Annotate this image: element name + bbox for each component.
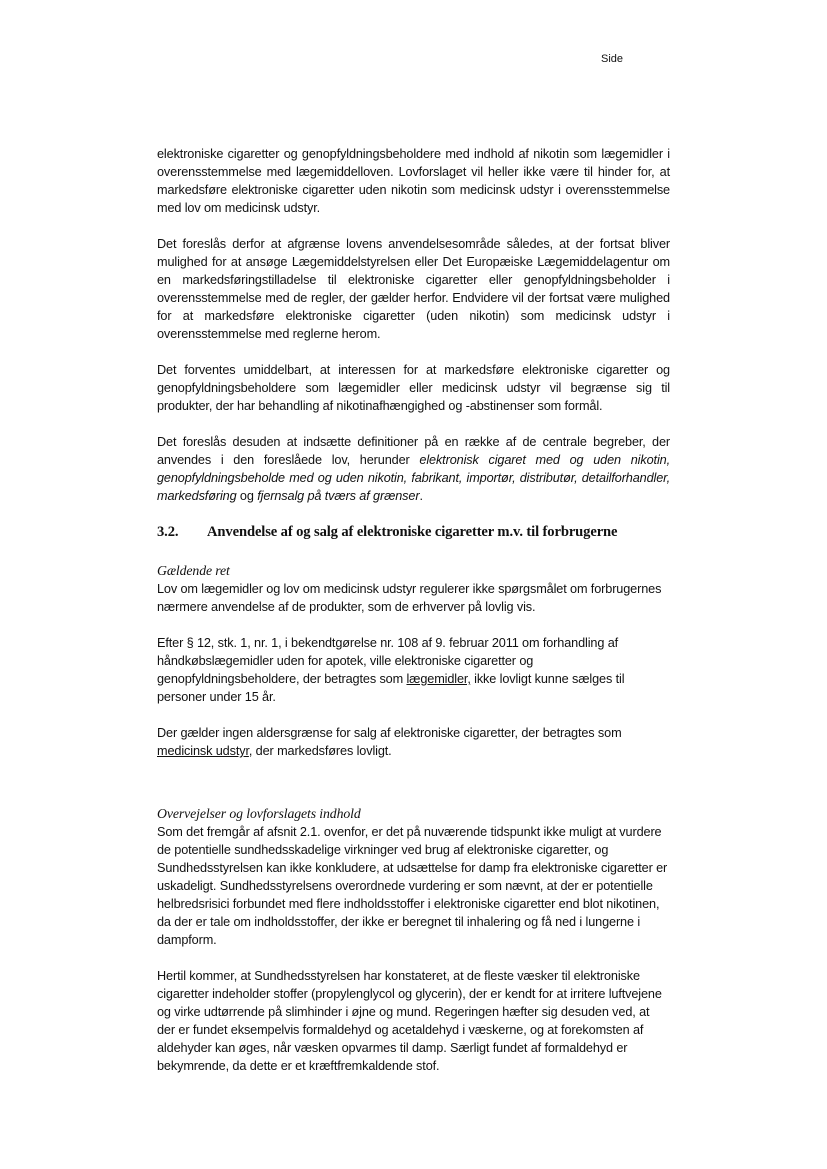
paragraph: Hertil kommer, at Sundhedsstyrelsen har konstateret, at de fleste væsker til elektroniske cigaretter indeholder stoffer (propylenglycol og glycerin), der er kendt for at irritere luftvejene og virke udtørrende på slimhinder i øjne og mund. Regeringen hæfter sig desuden ved, at der er fundet eksempelvis formaldehyd og acetaldehyd i væskerne, og at forekomsten af aldehyder kan øges, når væsken opvarmes til damp. Særligt fundet af formaldehyd er bekymrende, da dette er et kræftfremkaldende stof. xyxy=(157,969,662,1073)
underlined-term: lægemidler, xyxy=(406,672,471,686)
text-run: Efter § 12, stk. 1, nr. 1, i bekendtgørelse nr. 108 af 9. februar 2011 om forhandling af håndkøbslægemidler uden for apotek, ville elektroniske cigaretter og genopfyldningsbeholdere, der betragtes som xyxy=(157,636,619,686)
text-run: ikke lovligt kunne sælges til personer under 15 år. xyxy=(157,672,625,704)
italic-terms: fjernsalg på tværs af grænser xyxy=(257,489,420,503)
document-body xyxy=(157,145,670,1075)
paragraph xyxy=(157,724,670,760)
text-run: , der markedsføres lovligt. xyxy=(248,744,392,758)
text-run: . xyxy=(419,489,423,503)
paragraph: elektroniske cigaretter og genopfyldningsbeholdere med indhold af nikotin som lægemidler i overensstemmelse med lægemiddelloven. Lovforslaget vil heller ikke være til hinder for, at markedsføre elektroniske cigaretter uden nikotin som medicinsk udstyr i overensstemmelse med lov om medicinsk udstyr. xyxy=(157,147,670,215)
text-run: Der gælder ingen aldersgrænse for salg af elektroniske cigaretter, der betragtes som xyxy=(157,726,622,740)
text-run: Det foreslås desuden at indsætte definitioner på en række af de centrale begreber, der anvendes i den foreslåede lov, herunder xyxy=(157,435,670,467)
italic-terms: elektronisk cigaret med og uden nikotin, genopfyldningsbeholde med og uden nikotin, fabrikant, importør, distributør, detailforhandler, markedsføring xyxy=(157,453,670,503)
section-number: 3.2. xyxy=(157,524,179,540)
paragraph xyxy=(157,634,670,706)
paragraph: Som det fremgår af afsnit 2.1. ovenfor, er det på nuværende tidspunkt ikke muligt at vurdere de potentielle sundhedsskadelige virkninger ved brug af elektroniske cigaretter, og Sundhedsstyrelsen kan ikke konkludere, at udsættelse for damp fra elektroniske cigaretter er uskadeligt. Sundhedsstyrelsens overordnede vurdering er som nævnt, at der er potentielle helbredsrisici forbundet med flere indholdsstoffer i elektroniske cigaretter end blot nikotinen, da der er tale om indholdsstoffer, der ikke er beregnet til inhalering og få ned i lungerne i dampform. xyxy=(157,825,668,947)
subheading-considerations: Overvejelser og lovforslagets indhold xyxy=(157,806,361,821)
paragraph-definitions xyxy=(157,433,670,505)
underlined-term: medicinsk udstyr xyxy=(157,744,249,758)
paragraph: Lov om lægemidler og lov om medicinsk udstyr regulerer ikke spørgsmålet om forbrugernes nærmere anvendelse af de produkter, som de erhverver på lovlig vis. xyxy=(157,582,662,614)
section-title: Anvendelse af og salg af elektroniske cigaretter m.v. til forbrugerne xyxy=(207,524,618,540)
page-header-label: Side xyxy=(601,53,624,65)
text-run: og xyxy=(236,489,258,503)
paragraph: Det forventes umiddelbart, at interessen for at markedsføre elektroniske cigaretter og genopfyldningsbeholdere som lægemidler eller medicinsk udstyr vil begrænse sig til produkter, der har behandling af nikotinafhængighed og -abstinenser som formål. xyxy=(157,363,670,413)
subheading-current-law: Gældende ret xyxy=(157,563,230,578)
paragraph: Det foreslås derfor at afgrænse lovens anvendelsesområde således, at der fortsat bliver mulighed for at ansøge Lægemiddelstyrelsen eller Det Europæiske Lægemiddelagentur om en markedsføringstilladelse til elektroniske cigaretter eller genopfyldningsbeholder i overensstemmelse med de regler, der gælder herfor. Endvidere vil der fortsat være mulighed for at markedsføre elektroniske cigaretter (uden nikotin) som medicinsk udstyr i overensstemmelse med reglerne herom. xyxy=(157,237,670,341)
section-heading xyxy=(157,523,670,541)
